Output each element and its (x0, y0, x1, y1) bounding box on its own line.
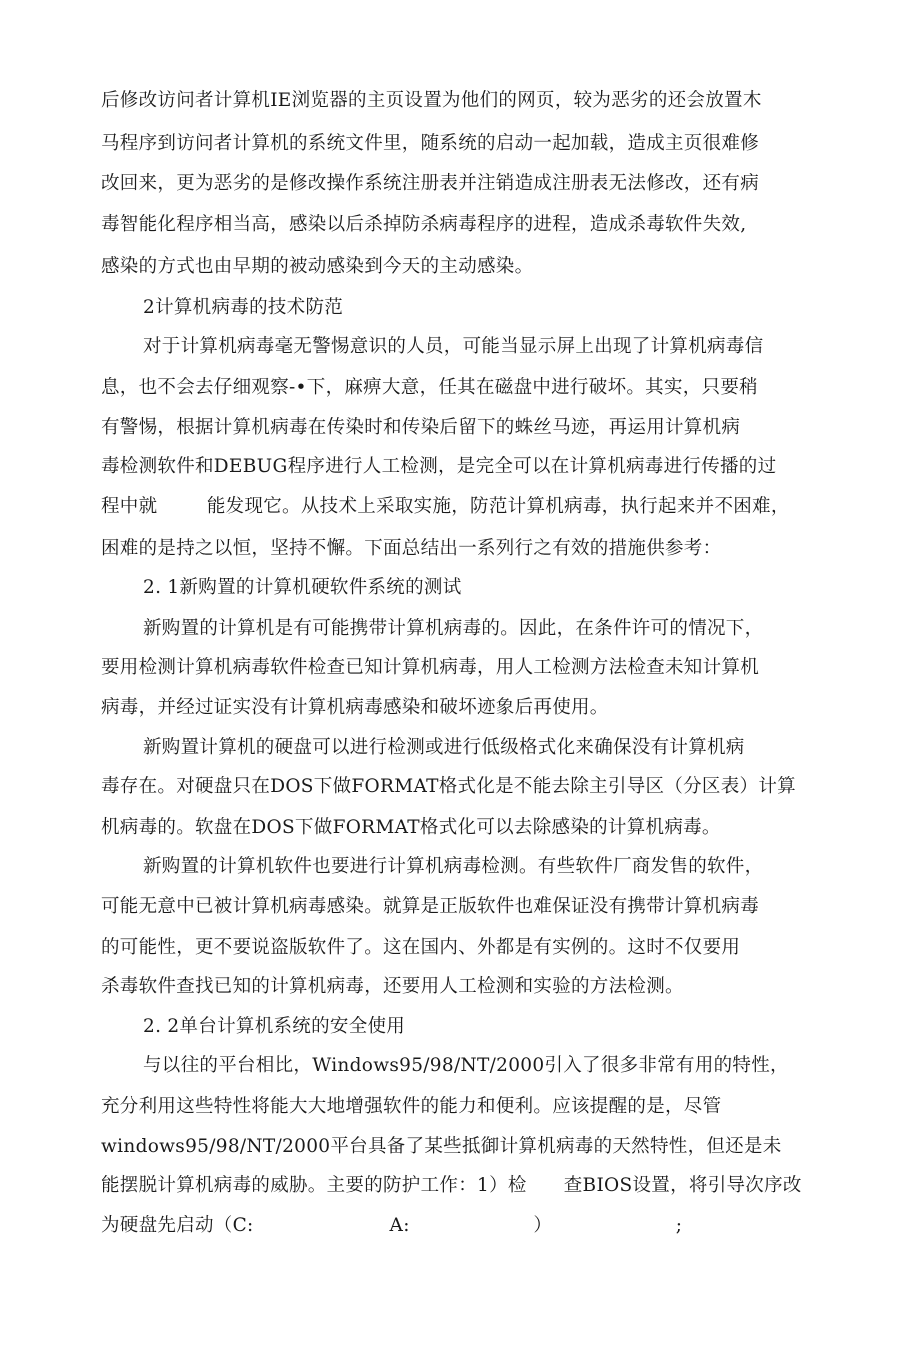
body-line: 有警惕，根据计算机病毒在传染时和传染后留下的蛛丝马迹，再运用计算机病 (101, 417, 741, 438)
body-line: 能摆脱计算机病毒的威胁。主要的防护工作：1）检 查BIOS设置，将引导次序改 (101, 1175, 802, 1196)
body-line: 要用检测计算机病毒软件检查已知计算机病毒，用人工检测方法检查未知计算机 (101, 657, 760, 678)
body-line: 后修改访问者计算机IE浏览器的主页设置为他们的网页，较为恶劣的还会放置木 (101, 90, 762, 111)
body-line: 感染的方式也由早期的被动感染到今天的主动感染。 (101, 256, 534, 277)
body-line: 新购置的计算机是有可能携带计算机病毒的。因此，在条件许可的情况下， (143, 618, 764, 639)
body-line: 杀毒软件查找已知的计算机病毒，还要用人工检测和实验的方法检测。 (101, 976, 684, 997)
body-line: 的可能性，更不要说盗版软件了。这在国内、外都是有实例的。这时不仅要用 (101, 937, 741, 958)
body-line: 可能无意中已被计算机病毒感染。就算是正版软件也难保证没有携带计算机病毒 (101, 896, 760, 917)
body-line: 程中就 能发现它。从技术上采取实施，防范计算机病毒，执行起来并不困难， (101, 496, 790, 517)
body-line: 马程序到访问者计算机的系统文件里，随系统的启动一起加载，造成主页很难修 (101, 133, 760, 154)
body-line: 与以往的平台相比，Windows95/98/NT/2000引入了很多非常有用的特性， (143, 1055, 789, 1076)
body-line: 改回来，更为恶劣的是修改操作系统注册表并注销造成注册表无法修改，还有病 (101, 173, 760, 194)
body-line: 为硬盘先启动（C: A: ） ; (101, 1215, 683, 1236)
body-line: 困难的是持之以恒，坚持不懈。下面总结出一系列行之有效的措施供参考： (101, 538, 722, 559)
body-line: 充分利用这些特性将能大大地增强软件的能力和便利。应该提醒的是，尽管 (101, 1096, 722, 1117)
body-line: 机病毒的。软盘在DOS下做FORMAT格式化可以去除感染的计算机病毒。 (101, 817, 721, 838)
subsection-heading: 2. 1新购置的计算机硬软件系统的测试 (143, 577, 462, 598)
section-heading: 2计算机病毒的技术防范 (143, 297, 344, 318)
body-line: windows95/98/NT/2000平台具备了某些抵御计算机病毒的天然特性，但还是未 (101, 1136, 782, 1157)
body-line: 毒存在。对硬盘只在DOS下做FORMAT格式化是不能去除主引导区（分区表）计算 (101, 776, 796, 797)
body-line: 病毒，并经过证实没有计算机病毒感染和破坏迹象后再使用。 (101, 697, 609, 718)
body-line: 新购置的计算机软件也要进行计算机病毒检测。有些软件厂商发售的软件， (143, 856, 764, 877)
subsection-heading: 2. 2单台计算机系统的安全使用 (143, 1016, 406, 1037)
body-line: 毒智能化程序相当高，感染以后杀掉防杀病毒程序的进程，造成杀毒软件失效, (101, 214, 747, 235)
body-line: 息，也不会去仔细观察-•下，麻痹大意，任其在磁盘中进行破坏。其实，只要稍 (101, 377, 758, 398)
body-line: 对于计算机病毒毫无警惕意识的人员，可能当显示屏上出现了计算机病毒信 (143, 336, 764, 357)
body-line: 新购置计算机的硬盘可以进行检测或进行低级格式化来确保没有计算机病 (143, 737, 745, 758)
body-line: 毒检测软件和DEBUG程序进行人工检测，是完全可以在计算机病毒进行传播的过 (101, 456, 777, 477)
